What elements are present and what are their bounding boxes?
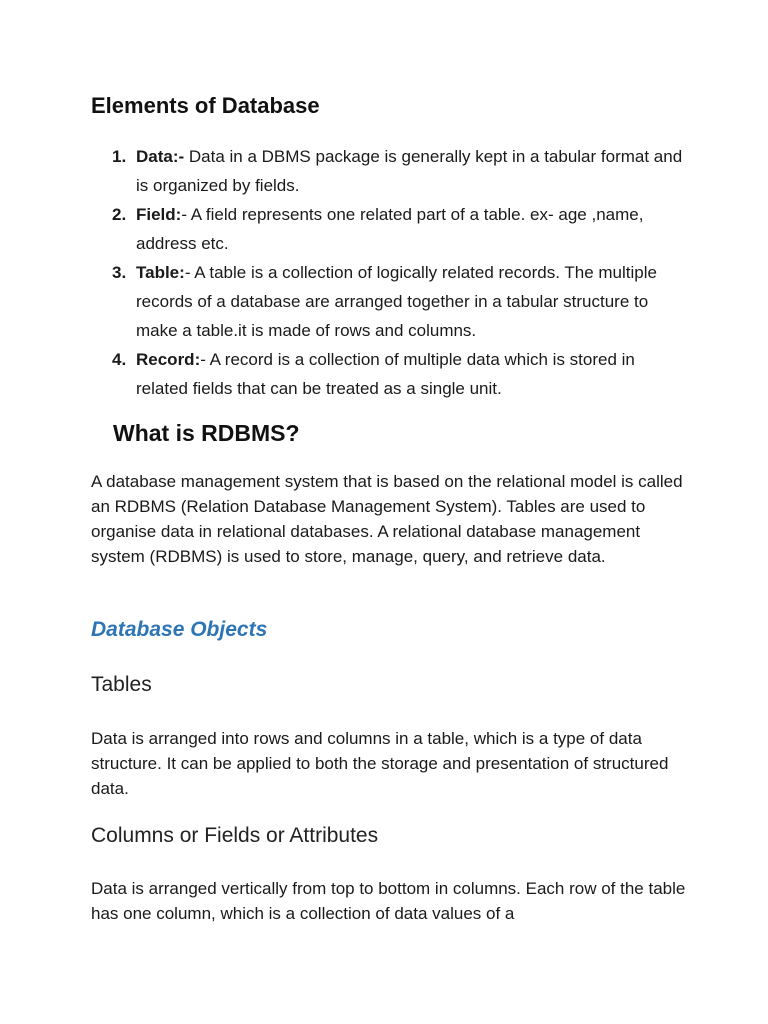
- list-item-text: - A table is a collection of logically related records. The multiple records of a database are arranged together in a tabular structure to make a table.it is made of rows and columns.: [136, 263, 657, 340]
- rdbms-heading: What is RDBMS?: [113, 420, 300, 446]
- list-item-term: Data:-: [136, 147, 185, 166]
- columns-heading: Columns or Fields or Attributes: [91, 824, 379, 847]
- elements-list: [91, 142, 691, 403]
- list-item: [91, 200, 691, 258]
- tables-heading: Tables: [91, 673, 152, 696]
- list-item-term: Field:: [136, 205, 182, 224]
- tables-paragraph: Data is arranged into rows and columns in a table, which is a type of data structure. It can be applied to both the storage and presentation of structured data.: [91, 729, 669, 798]
- columns-paragraph: Data is arranged vertically from top to bottom in columns. Each row of the table has one column, which is a collection of data values of a: [91, 879, 686, 923]
- list-item: [91, 345, 691, 403]
- list-item: [91, 142, 691, 200]
- database-objects-heading: Database Objects: [91, 618, 268, 641]
- list-item-text: - A field represents one related part of a table. ex- age ,name, address etc.: [136, 205, 644, 253]
- list-item-text: Data in a DBMS package is generally kept in a tabular format and is organized by fields.: [136, 147, 683, 195]
- list-item-term: Record:: [136, 350, 201, 369]
- list-item-text: - A record is a collection of multiple data which is stored in related fields that can be treated as a single unit.: [136, 350, 635, 398]
- list-item-number: 2.: [112, 205, 127, 224]
- section-title: Elements of Database: [91, 93, 320, 118]
- rdbms-paragraph: A database management system that is based on the relational model is called an RDBMS (Relation Database Management System). Tables are used to organise data in relational databases. A relational database management system (RDBMS) is used to store, manage, query, and retrieve data.: [91, 472, 683, 566]
- list-item-number: 3.: [112, 263, 127, 282]
- list-item-number: 1.: [112, 147, 127, 166]
- list-item-number: 4.: [112, 350, 127, 369]
- list-item-term: Table:: [136, 263, 185, 282]
- list-item: [91, 258, 691, 345]
